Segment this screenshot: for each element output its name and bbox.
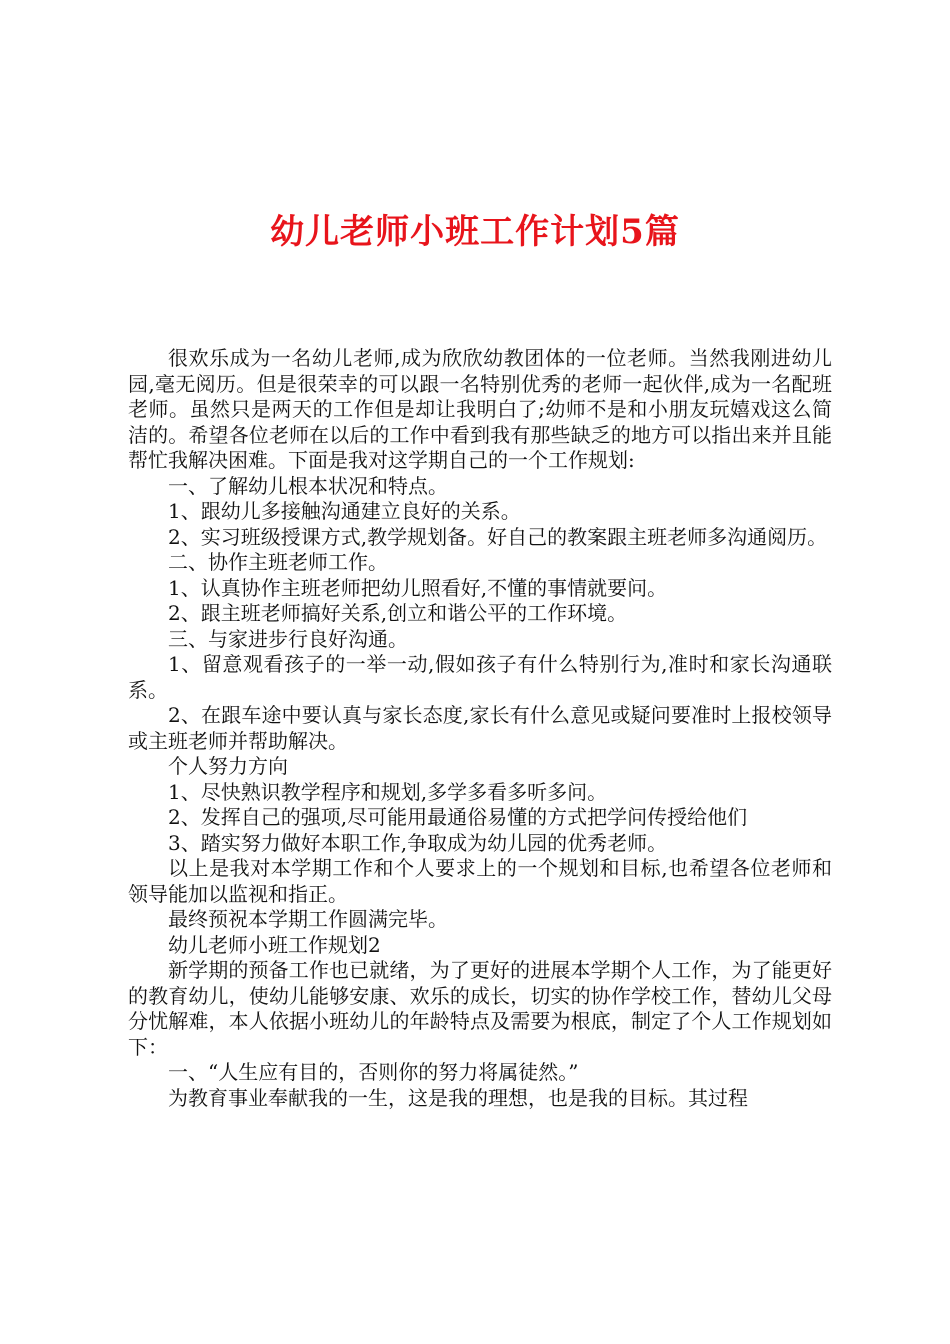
- paragraph-heading-effort: 个人努力方向: [168, 754, 288, 778]
- paragraph-item: 1、认真协作主班老师把幼儿照看好,不懂的事情就要问。: [168, 575, 668, 600]
- paragraph-closing: 最终预祝本学期工作圆满完毕。: [168, 907, 448, 931]
- paragraph-plan-2-intro: 新学期的预备工作也已就绪，为了更好的进展本学期个人工作，为了能更好的教育幼儿，使幼儿能够安康、欢乐的成长，切实的协作学校工作，替幼儿父母分忧解难，本人依据小班幼儿的年龄特点及需要为根底，制定了个人工作规划如下：: [128, 958, 832, 1059]
- paragraph-intro: 很欢乐成为一名幼儿老师,成为欣欣幼教团体的一位老师。当然我刚进幼儿园,毫无阅历。但是很荣幸的可以跟一名特别优秀的老师一起伙伴,成为一名配班老师。虽然只是两天的工作但是却让我明白了;幼师不是和小朋友玩嬉戏这么简洁的。希望各位老师在以后的工作中看到我有那些缺乏的地方可以指出来并且能帮忙我解决困难。下面是我对这学期自己的一个工作规划:: [128, 346, 832, 472]
- paragraph-section-2: 二、协作主班老师工作。: [168, 550, 388, 574]
- paragraph-item: 3、踏实努力做好本职工作,争取成为幼儿园的优秀老师。: [168, 830, 668, 855]
- paragraph-item: 1、跟幼儿多接触沟通建立良好的关系。: [168, 499, 521, 523]
- paragraph-item: 2、在跟车途中要认真与家长态度,家长有什么意见或疑问要准时上报校领导或主班老师并帮助解决。: [128, 703, 832, 753]
- paragraph-item: 2、发挥自己的强项,尽可能用最通俗易懂的方式把学问传授给他们: [168, 805, 748, 829]
- paragraph-subtitle-plan-2: 幼儿老师小班工作规划2: [168, 932, 381, 957]
- paragraph-plan-2-text: 为教育事业奉献我的一生，这是我的理想，也是我的目标。其过程: [168, 1085, 748, 1110]
- paragraph-item: 1、留意观看孩子的一举一动,假如孩子有什么特别行为,准时和家长沟通联系。: [128, 652, 832, 702]
- paragraph-item: 2、实习班级授课方式,教学规划备。好自己的教案跟主班老师多沟通阅历。: [168, 524, 828, 549]
- paragraph-summary: 以上是我对本学期工作和个人要求上的一个规划和目标,也希望各位老师和领导能加以监视和指正。: [128, 856, 832, 906]
- paragraph-plan-2-section-1: 一、“人生应有目的，否则你的努力将属徒然。”: [168, 1060, 579, 1084]
- paragraph-item: 1、尽快熟识教学程序和规划,多学多看多听多问。: [168, 779, 608, 804]
- document-title: 幼儿老师小班工作计划5篇: [270, 212, 680, 252]
- document-body: [128, 346, 832, 1111]
- paragraph-section-1: 一、了解幼儿根本状况和特点。: [168, 473, 448, 498]
- paragraph-item: 2、跟主班老师搞好关系,创立和谐公平的工作环境。: [168, 601, 628, 625]
- paragraph-section-3: 三、与家进步行良好沟通。: [168, 626, 408, 651]
